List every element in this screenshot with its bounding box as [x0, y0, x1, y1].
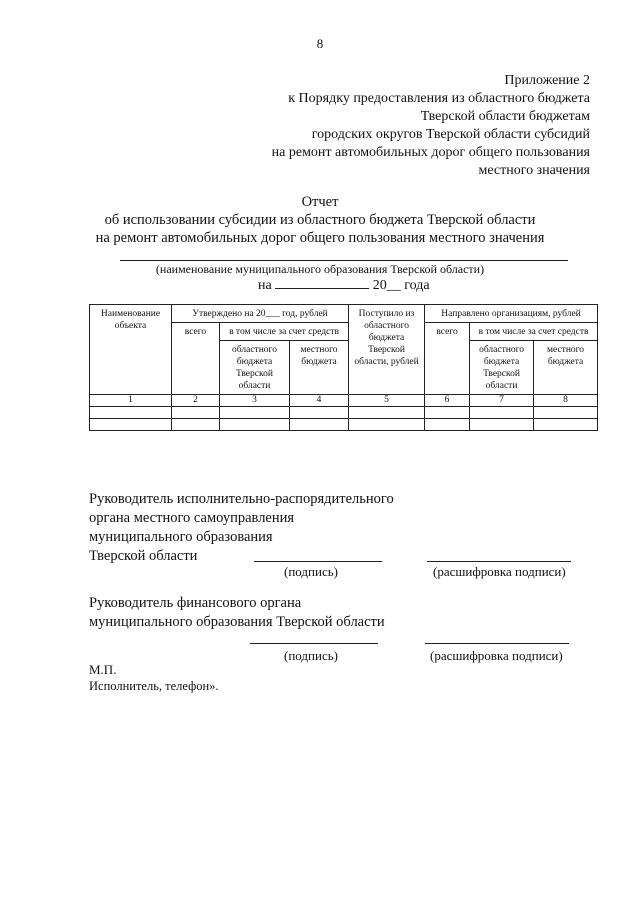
- header-including: в том числе за счет средств: [220, 323, 349, 341]
- column-number: 7: [470, 395, 534, 407]
- appendix-line: Приложение 2: [504, 73, 590, 88]
- column-number: 8: [534, 395, 598, 407]
- table-cell[interactable]: [220, 407, 290, 419]
- period-blank[interactable]: [275, 276, 369, 289]
- header-directed: Направлено организациям, рублей: [425, 305, 598, 323]
- decode-signature-label: (расшифровка подписи): [433, 564, 566, 579]
- executor-phone: Исполнитель, телефон».: [89, 679, 219, 693]
- seal-mark: М.П.: [89, 662, 117, 677]
- head-exec-line: Руководитель исполнительно-распорядительного: [89, 491, 394, 507]
- report-subtitle-line: на ремонт автомобильных дорог общего пользования местного значения: [95, 230, 545, 246]
- header-regional-budget: областного бюджета Тверской области: [470, 341, 534, 395]
- signature-line[interactable]: [250, 643, 378, 644]
- header-local-budget: местного бюджета: [290, 341, 349, 395]
- header-local-budget: местного бюджета: [534, 341, 598, 395]
- appendix-line: городских округов Тверской области субсидий: [311, 127, 590, 142]
- appendix-line: Тверской области бюджетам: [420, 109, 590, 124]
- report-subtitle-line: об использовании субсидии из областного бюджета Тверской области: [104, 212, 536, 228]
- table-cell[interactable]: [172, 419, 220, 431]
- table-cell[interactable]: [172, 407, 220, 419]
- table-cell[interactable]: [349, 407, 425, 419]
- municipality-name-line[interactable]: [120, 260, 568, 261]
- table-cell[interactable]: [90, 407, 172, 419]
- column-number: 3: [220, 395, 290, 407]
- table-cell[interactable]: [90, 419, 172, 431]
- signature-label: (подпись): [284, 564, 338, 579]
- header-including: в том числе за счет средств: [470, 323, 598, 341]
- column-number: 5: [349, 395, 425, 407]
- decode-signature-label: (расшифровка подписи): [430, 648, 563, 663]
- table-cell[interactable]: [290, 407, 349, 419]
- column-number: 2: [172, 395, 220, 407]
- page-number: 8: [316, 36, 324, 51]
- table-cell[interactable]: [470, 419, 534, 431]
- signature-line[interactable]: [254, 561, 382, 562]
- table-row: [90, 407, 598, 419]
- table-cell[interactable]: [220, 419, 290, 431]
- header-total: всего: [425, 323, 470, 395]
- appendix-line: на ремонт автомобильных дорог общего пользования: [271, 145, 590, 160]
- table-row: [90, 419, 598, 431]
- signature-label: (подпись): [284, 648, 338, 663]
- head-fin-line: Руководитель финансового органа: [89, 595, 302, 611]
- column-number: 4: [290, 395, 349, 407]
- header-total: всего: [172, 323, 220, 395]
- table-cell[interactable]: [534, 419, 598, 431]
- report-table: [89, 304, 598, 431]
- header-received: Поступило из областного бюджета Тверской области, рублей: [349, 305, 425, 395]
- appendix-line: местного значения: [478, 163, 590, 178]
- municipality-caption: (наименование муниципального образования Тверской области): [155, 262, 485, 276]
- head-fin-line: муниципального образования Тверской области: [89, 614, 385, 630]
- table-cell[interactable]: [425, 419, 470, 431]
- appendix-header: [272, 72, 590, 180]
- report-title-block: [0, 193, 640, 247]
- appendix-line: к Порядку предоставления из областного бюджета: [288, 91, 590, 106]
- table-cell[interactable]: [425, 407, 470, 419]
- header-object-name: Наименование объекта: [90, 305, 172, 395]
- decode-signature-line[interactable]: [425, 643, 569, 644]
- table-cell[interactable]: [349, 419, 425, 431]
- head-exec-line: муниципального образования: [89, 529, 273, 545]
- table-cell[interactable]: [290, 419, 349, 431]
- report-period: [258, 276, 430, 294]
- header-approved: Утверждено на 20___ год, рублей: [172, 305, 349, 323]
- head-exec-block: [89, 490, 394, 566]
- table-cell[interactable]: [534, 407, 598, 419]
- decode-signature-line[interactable]: [427, 561, 571, 562]
- column-number: 1: [90, 395, 172, 407]
- report-title: Отчет: [301, 194, 339, 210]
- column-number: 6: [425, 395, 470, 407]
- table-cell[interactable]: [470, 407, 534, 419]
- header-regional-budget: областного бюджета Тверской области: [220, 341, 290, 395]
- head-exec-line: Тверской области: [89, 548, 198, 564]
- period-prefix: на: [258, 278, 272, 293]
- head-fin-block: [89, 594, 385, 632]
- head-exec-line: органа местного самоуправления: [89, 510, 295, 526]
- period-year: 20__ года: [372, 278, 430, 293]
